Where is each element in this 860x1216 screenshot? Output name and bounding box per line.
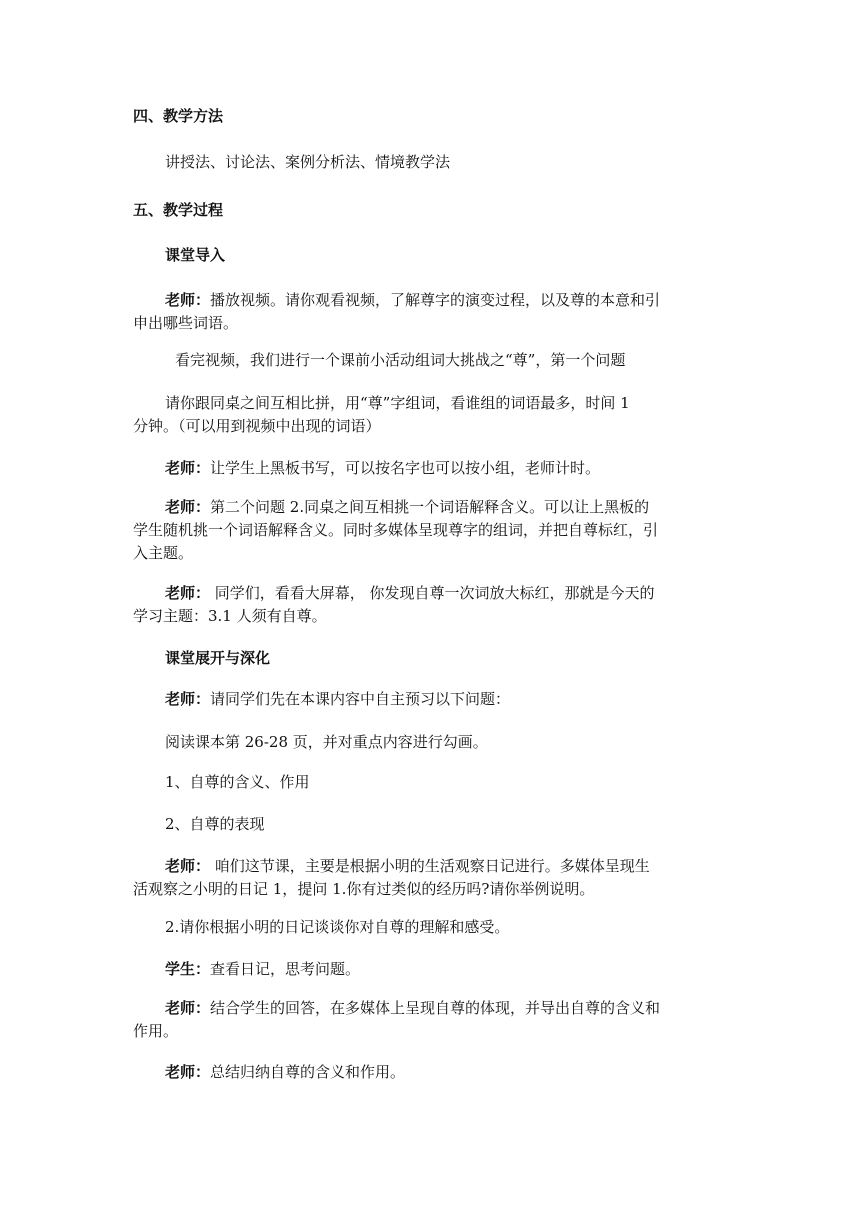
paragraph-line: 申出哪些词语。 <box>133 314 239 332</box>
speaker-label: 学生： <box>165 960 211 978</box>
paragraph-line <box>165 856 650 876</box>
paragraph-line: 分钟。（可以用到视频中出现的词语） <box>133 417 381 435</box>
list-item: 2、自尊的表现 <box>165 815 265 833</box>
speaker-label: 老师： <box>165 857 211 875</box>
subheading-class-intro: 课堂导入 <box>165 246 226 264</box>
subheading-class-deepening: 课堂展开与深化 <box>165 649 271 667</box>
speaker-label: 老师： <box>165 1063 211 1081</box>
paragraph-line: 入主题。 <box>133 544 194 562</box>
list-item: 1、自尊的含义、作用 <box>165 773 310 791</box>
speaker-label: 老师： <box>165 498 211 516</box>
paragraph-line: 学生随机挑一个词语解释含义。同时多媒体呈现尊字的组词，并把自尊标红，引 <box>133 521 659 539</box>
paragraph-text: 让学生上黑板书写，可以按名字也可以按小组，老师计时。 <box>210 459 601 477</box>
speaker-label: 老师： <box>165 291 211 309</box>
section-heading-teaching-methods: 四、教学方法 <box>133 107 224 125</box>
speaker-label: 老师： <box>165 584 211 602</box>
paragraph-line <box>165 497 649 517</box>
paragraph-line: 活观察之小明的日记 1，提问 1.你有过类似的经历吗?请你举例说明。 <box>133 880 595 898</box>
paragraph-line: 2.请你根据小明的日记谈谈你对自尊的理解和感受。 <box>165 918 510 936</box>
paragraph-text: 播放视频。请你观看视频，了解尊字的演变过程，以及尊的本意和引 <box>210 291 661 309</box>
paragraph-line: 作用。 <box>133 1022 179 1040</box>
paragraph-line: 请你跟同桌之间互相比拼，用“尊”字组词，看谁组的词语最多，时间 1 <box>165 394 630 412</box>
paragraph-line: 学习主题：3.1 人须有自尊。 <box>133 607 327 625</box>
paragraph-line <box>165 689 510 709</box>
paragraph-line <box>165 458 600 478</box>
paragraph-line <box>165 583 655 603</box>
paragraph-line <box>165 959 360 979</box>
speaker-label: 老师： <box>165 999 211 1017</box>
paragraph-text: 同学们，看看大屏幕， 你发现自尊一次词放大标红，那就是今天的 <box>210 584 655 602</box>
paragraph-line <box>165 1062 405 1082</box>
paragraph-text: 第二个问题 2.同桌之间互相挑一个词语解释含义。可以让上黑板的 <box>210 498 650 516</box>
paragraph-text: 总结归纳自尊的含义和作用。 <box>210 1063 406 1081</box>
section-heading-teaching-process: 五、教学过程 <box>133 201 224 219</box>
paragraph-text: 请同学们先在本课内容中自主预习以下问题： <box>210 690 511 708</box>
paragraph-line: 阅读课本第 26-28 页，并对重点内容进行勾画。 <box>165 733 488 751</box>
paragraph-text: 查看日记，思考问题。 <box>210 960 361 978</box>
speaker-label: 老师： <box>165 459 211 477</box>
paragraph-line: 看完视频，我们进行一个课前小活动组词大挑战之“尊”，第一个问题 <box>175 351 626 369</box>
paragraph-line <box>165 290 660 310</box>
speaker-label: 老师： <box>165 690 211 708</box>
paragraph-line <box>165 998 660 1018</box>
paragraph-text: 结合学生的回答，在多媒体上呈现自尊的体现，并导出自尊的含义和 <box>210 999 661 1017</box>
teaching-methods-text: 讲授法、讨论法、案例分析法、情境教学法 <box>165 153 451 171</box>
paragraph-text: 咱们这节课，主要是根据小明的生活观察日记进行。多媒体呈现生 <box>210 857 650 875</box>
